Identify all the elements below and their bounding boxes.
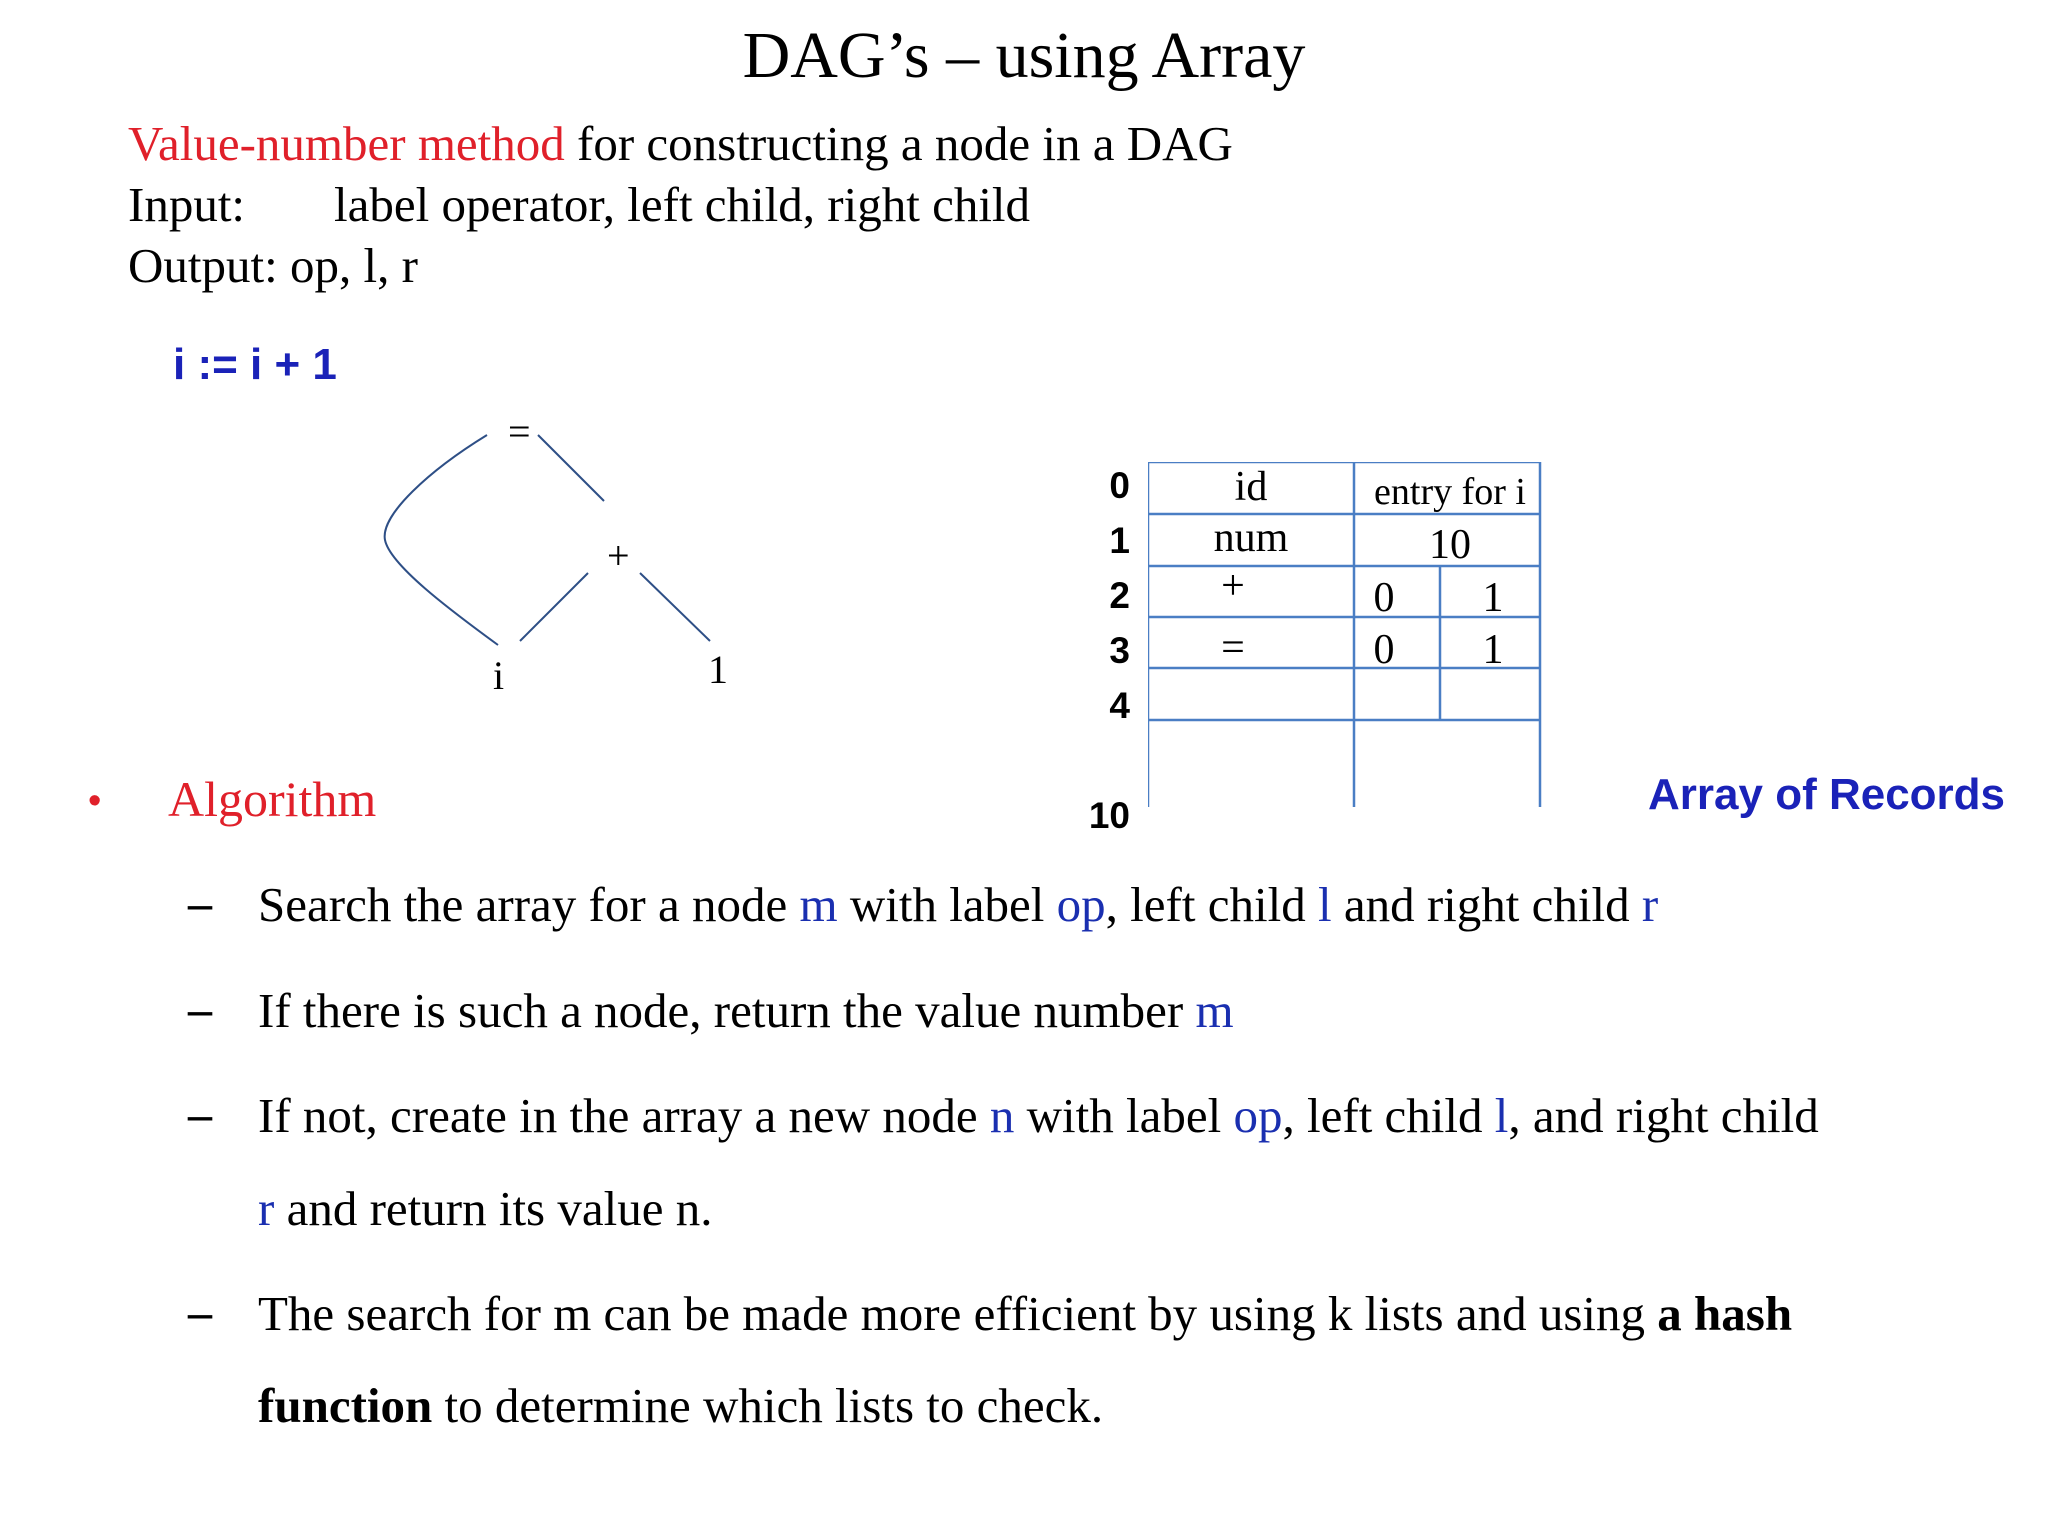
algorithm-step-4: The search for m can be made more efficient by using k lists and using a hash	[258, 1286, 1793, 1341]
table-cell: num	[1213, 515, 1289, 561]
table-cell: 1	[1482, 627, 1504, 673]
algorithm-step-1: Search the array for a node m with label op, left child l and right child r	[258, 877, 1659, 932]
row-index: 2	[1109, 575, 1130, 616]
dag-diagram	[370, 405, 750, 695]
algorithm-step-3-continued: r and return its value n.	[258, 1181, 713, 1236]
array-of-records-caption: Array of Records	[1648, 770, 2006, 819]
step-dash: –	[188, 1088, 212, 1141]
intro-heading	[128, 115, 1233, 172]
algorithm-step-2: If there is such a node, return the value number m	[258, 983, 1234, 1038]
table-cell: 0	[1373, 575, 1395, 621]
value-number-method-label: Value-number method	[128, 116, 565, 171]
intro-heading-rest: for constructing a node in a DAG	[564, 116, 1233, 171]
table-cell: entry for i	[1374, 471, 1526, 513]
row-index: 10	[1088, 795, 1130, 836]
row-index: 4	[1109, 685, 1130, 726]
step-dash: –	[188, 983, 212, 1036]
dag-node-i: i	[493, 653, 505, 698]
input-label: Input:	[128, 177, 246, 232]
table-cell: 0	[1373, 627, 1395, 673]
step-dash: –	[188, 877, 212, 930]
row-index: 3	[1109, 630, 1130, 671]
row-index: 0	[1109, 465, 1130, 506]
dag-node-root: =	[508, 409, 531, 454]
dag-edge-root-plus	[538, 435, 604, 501]
algorithm-heading: Algorithm	[168, 771, 377, 827]
table-cell: =	[1221, 625, 1245, 671]
table-cell: 10	[1429, 522, 1471, 568]
dag-edge-plus-1	[640, 573, 710, 641]
input-value: label operator, left child, right child	[334, 177, 1031, 232]
code-expression: i := i + 1	[173, 340, 337, 389]
dag-node-1: 1	[708, 647, 728, 692]
step-dash: –	[188, 1286, 212, 1339]
table-cell: 1	[1482, 575, 1504, 621]
output-line: Output: op, l, r	[128, 238, 418, 293]
bullet-point: •	[88, 780, 102, 822]
table-cell: +	[1221, 563, 1245, 609]
algorithm-step-4-continued: function to determine which lists to check.	[258, 1378, 1104, 1433]
slide-title: DAG’s – using Array	[742, 19, 1306, 92]
row-index: 1	[1109, 520, 1130, 561]
algorithm-step-3: If not, create in the array a new node n with label op, left child l, and right child	[258, 1088, 1819, 1143]
dag-edge-plus-i	[520, 573, 588, 641]
table-cell: id	[1234, 464, 1268, 510]
dag-node-plus: +	[607, 533, 630, 578]
dag-edge-root-i	[385, 435, 498, 645]
input-line	[128, 176, 1031, 233]
